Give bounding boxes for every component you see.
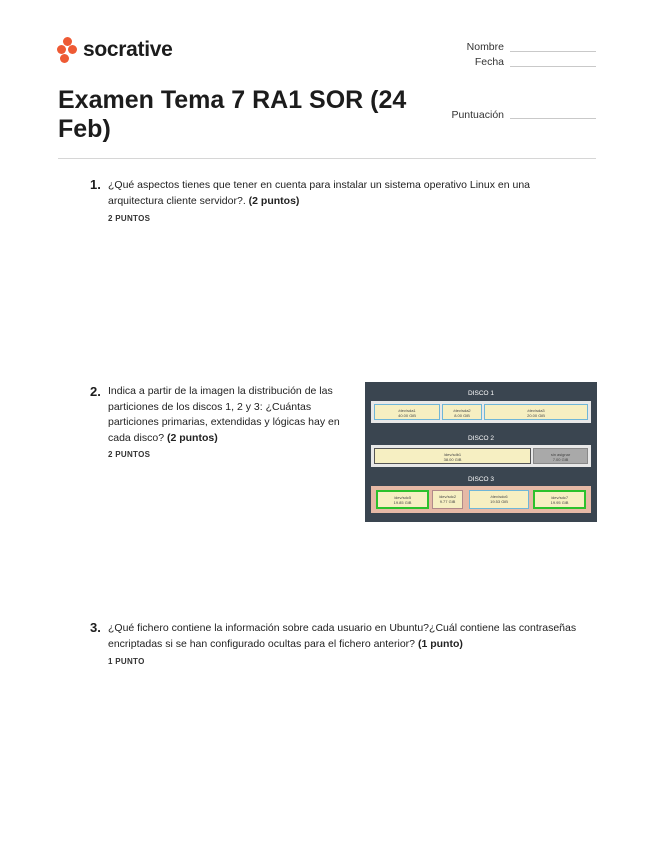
question-3-text: ¿Qué fichero contiene la información sobre cada usuario en Ubuntu?¿Cuál contiene las contraseñas encriptadas si se han configurado ocultas para el fichero anterior? (1 punto) [108, 622, 577, 650]
disk-3-partition: /dev/sdc5 19.85 GiB [376, 490, 429, 509]
question-1-points: 2 PUNTOS [108, 214, 151, 223]
exam-title: Examen Tema 7 RA1 SOR (24 Feb) [58, 86, 407, 143]
score-field-line [510, 118, 596, 119]
score-label: Puntuación [451, 109, 504, 121]
socrative-logo [57, 37, 173, 63]
disk-2-label: DISCO 2 [467, 435, 494, 442]
question-3-number: 3. [90, 620, 101, 635]
disk-1-bar [371, 401, 591, 423]
name-field-line [510, 51, 596, 52]
disk-2-partition: /dev/sdb1 38.00 GiB [374, 448, 531, 464]
disk-partitions-image [365, 382, 597, 522]
disk-1-partition: /dev/sda1 40.00 GiB [374, 404, 440, 420]
disk-2-unallocated: sin asignar 7.00 GiB [533, 448, 588, 464]
question-1-number: 1. [90, 177, 101, 192]
disk-1-partition: /dev/sda3 20.00 GiB [484, 404, 588, 420]
question-3-points: 1 PUNTO [108, 657, 145, 666]
disk-3-bar [371, 486, 591, 513]
socrative-logo-icon [57, 37, 78, 63]
question-2-number: 2. [90, 384, 101, 399]
question-1-text: ¿Qué aspectos tienes que tener en cuenta para instalar un sistema operativo Linux en una arquitectura cliente servidor?. (2 puntos) [108, 179, 531, 207]
disk-2-bar [371, 445, 591, 467]
question-2-text: Indica a partir de la imagen la distribución de las particiones de los discos 1, 2 y 3: ¿Cuántas particiones primarias, extendidas y lógicas hay en cada disco? (2 puntos) [108, 385, 340, 444]
disk-3-partition: /dev/sdc2 9.77 GiB [432, 490, 463, 509]
name-label: Nombre [466, 41, 504, 53]
disk-3-partition: /dev/sdc7 19.95 GiB [533, 490, 586, 509]
logo-text: socrative [83, 38, 173, 61]
question-2-points: 2 PUNTOS [108, 450, 151, 459]
disk-3-label: DISCO 3 [467, 476, 494, 483]
header-divider [58, 158, 596, 159]
disk-1-label: DISCO 1 [467, 390, 494, 397]
date-label: Fecha [474, 56, 504, 68]
date-field-line [510, 66, 596, 67]
disk-3-partition: /dev/sdc6 19.53 GiB [469, 490, 529, 509]
disk-1-partition: /dev/sda2 8.00 GiB [442, 404, 482, 420]
